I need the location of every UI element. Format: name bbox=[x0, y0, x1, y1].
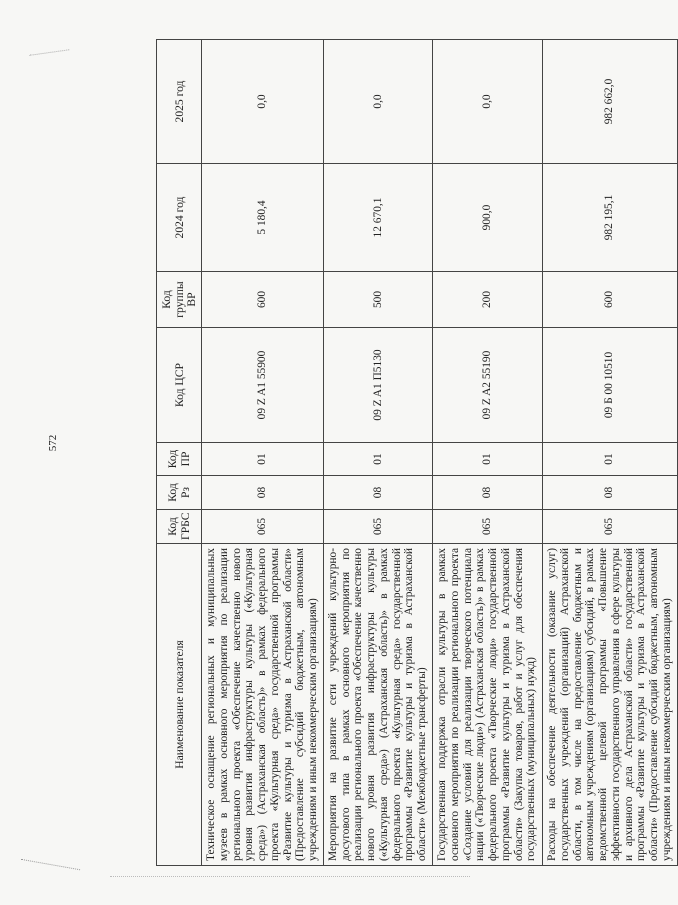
header-rz: Код Рз bbox=[157, 476, 202, 510]
header-pr: Код ПР bbox=[157, 443, 202, 476]
table-row bbox=[433, 40, 543, 866]
budget-table bbox=[156, 39, 678, 866]
cell-name: Мероприятия на развитие сети учреждений культурно-досугового типа в рамках основного мероприятия по реализации регионального проекта «Обеспечение качественно нового уровня развития инфраструктуры культуры («Культурная среда») (Астраханская область)» в рамках федерального проекта «Культурная среда» государственной программы «Развитие культуры и туризма в Астраханской области» (Межбюджетные трансферты) bbox=[323, 544, 432, 866]
page-number: 572 bbox=[47, 434, 59, 452]
cell-pr: 01 bbox=[543, 443, 678, 476]
header-grbs: Код ГРБС bbox=[157, 510, 202, 544]
cell-vr: 500 bbox=[323, 272, 432, 328]
table-header-row bbox=[157, 40, 202, 866]
header-2025: 2025 год bbox=[157, 40, 202, 164]
cell-2025: 0,0 bbox=[433, 40, 543, 164]
header-2024: 2024 год bbox=[157, 164, 202, 272]
cell-pr: 01 bbox=[433, 443, 543, 476]
cell-vr: 600 bbox=[543, 272, 678, 328]
cell-name: Государственная поддержка отрасли культуры в рамках основного мероприятия по реализации регионального проекта «Создание условий для реализации творческого потенциала нации («Творческие люди») (Астраханская область)» в рамках федерального проекта «Творческие люди» государственной программы «Развитие культуры и туризма в Астраханской области» (Закупка товаров, работ и услуг для обеспечения государственных (муниципальных) нужд) bbox=[433, 544, 543, 866]
cell-csr: 09 Z A1 П5130 bbox=[323, 328, 432, 443]
cell-name: Расходы на обеспечение деятельности (оказание услуг) государственных учреждений (организаций) Астраханской области, в том числе на предоставление бюджетным и автономным учреждениям (организациям) субсидий, в рамках ведомственной целевой программы «Повышение эффективности государственного управления в сфере культуры и архивного дела Астраханской области» государственной программы «Развитие культуры и туризма в Астраханской области» (Предоставление субсидий бюджетным, автономным учреждениям и иным некоммерческим организациям) bbox=[543, 544, 678, 866]
table-row bbox=[323, 40, 432, 866]
cell-rz: 08 bbox=[323, 476, 432, 510]
scan-artifact-bottom-left bbox=[20, 859, 80, 876]
cell-csr: 09 Б 00 10510 bbox=[543, 328, 678, 443]
header-csr: Код ЦСР bbox=[157, 328, 202, 443]
scan-artifact-top bbox=[30, 49, 71, 63]
cell-rz: 08 bbox=[543, 476, 678, 510]
cell-rz: 08 bbox=[202, 476, 324, 510]
table-row bbox=[202, 40, 324, 866]
cell-2024: 5 180,4 bbox=[202, 164, 324, 272]
cell-rz: 08 bbox=[433, 476, 543, 510]
cell-csr: 09 Z A1 55900 bbox=[202, 328, 324, 443]
header-name: Наименование показателя bbox=[157, 544, 202, 866]
cell-vr: 200 bbox=[433, 272, 543, 328]
scan-artifact-bottom bbox=[110, 876, 470, 885]
table-row bbox=[543, 40, 678, 866]
cell-grbs: 065 bbox=[543, 510, 678, 544]
cell-grbs: 065 bbox=[433, 510, 543, 544]
cell-2025: 0,0 bbox=[323, 40, 432, 164]
cell-2024: 12 670,1 bbox=[323, 164, 432, 272]
cell-2025: 0,0 bbox=[202, 40, 324, 164]
cell-grbs: 065 bbox=[202, 510, 324, 544]
cell-name: Техническое оснащение региональных и муниципальных музеев в рамках основного мероприятия по реализации регионального проекта «Обеспечение качественно нового уровня развития инфраструктуры культуры («Культурная среда») (Астраханская область)» в рамках федерального проекта «Культурная среда» государственной программы «Развитие культуры и туризма в Астраханской области» (Предоставление субсидий бюджетным, автономным учреждениям и иным некоммерческим организациям) bbox=[202, 544, 324, 866]
cell-grbs: 065 bbox=[323, 510, 432, 544]
cell-2024: 900,0 bbox=[433, 164, 543, 272]
cell-pr: 01 bbox=[202, 443, 324, 476]
cell-pr: 01 bbox=[323, 443, 432, 476]
cell-vr: 600 bbox=[202, 272, 324, 328]
cell-2024: 982 195,1 bbox=[543, 164, 678, 272]
header-vr: Код группы ВР bbox=[157, 272, 202, 328]
cell-2025: 982 662,0 bbox=[543, 40, 678, 164]
cell-csr: 09 Z A2 55190 bbox=[433, 328, 543, 443]
rotated-table-container bbox=[156, 40, 673, 866]
